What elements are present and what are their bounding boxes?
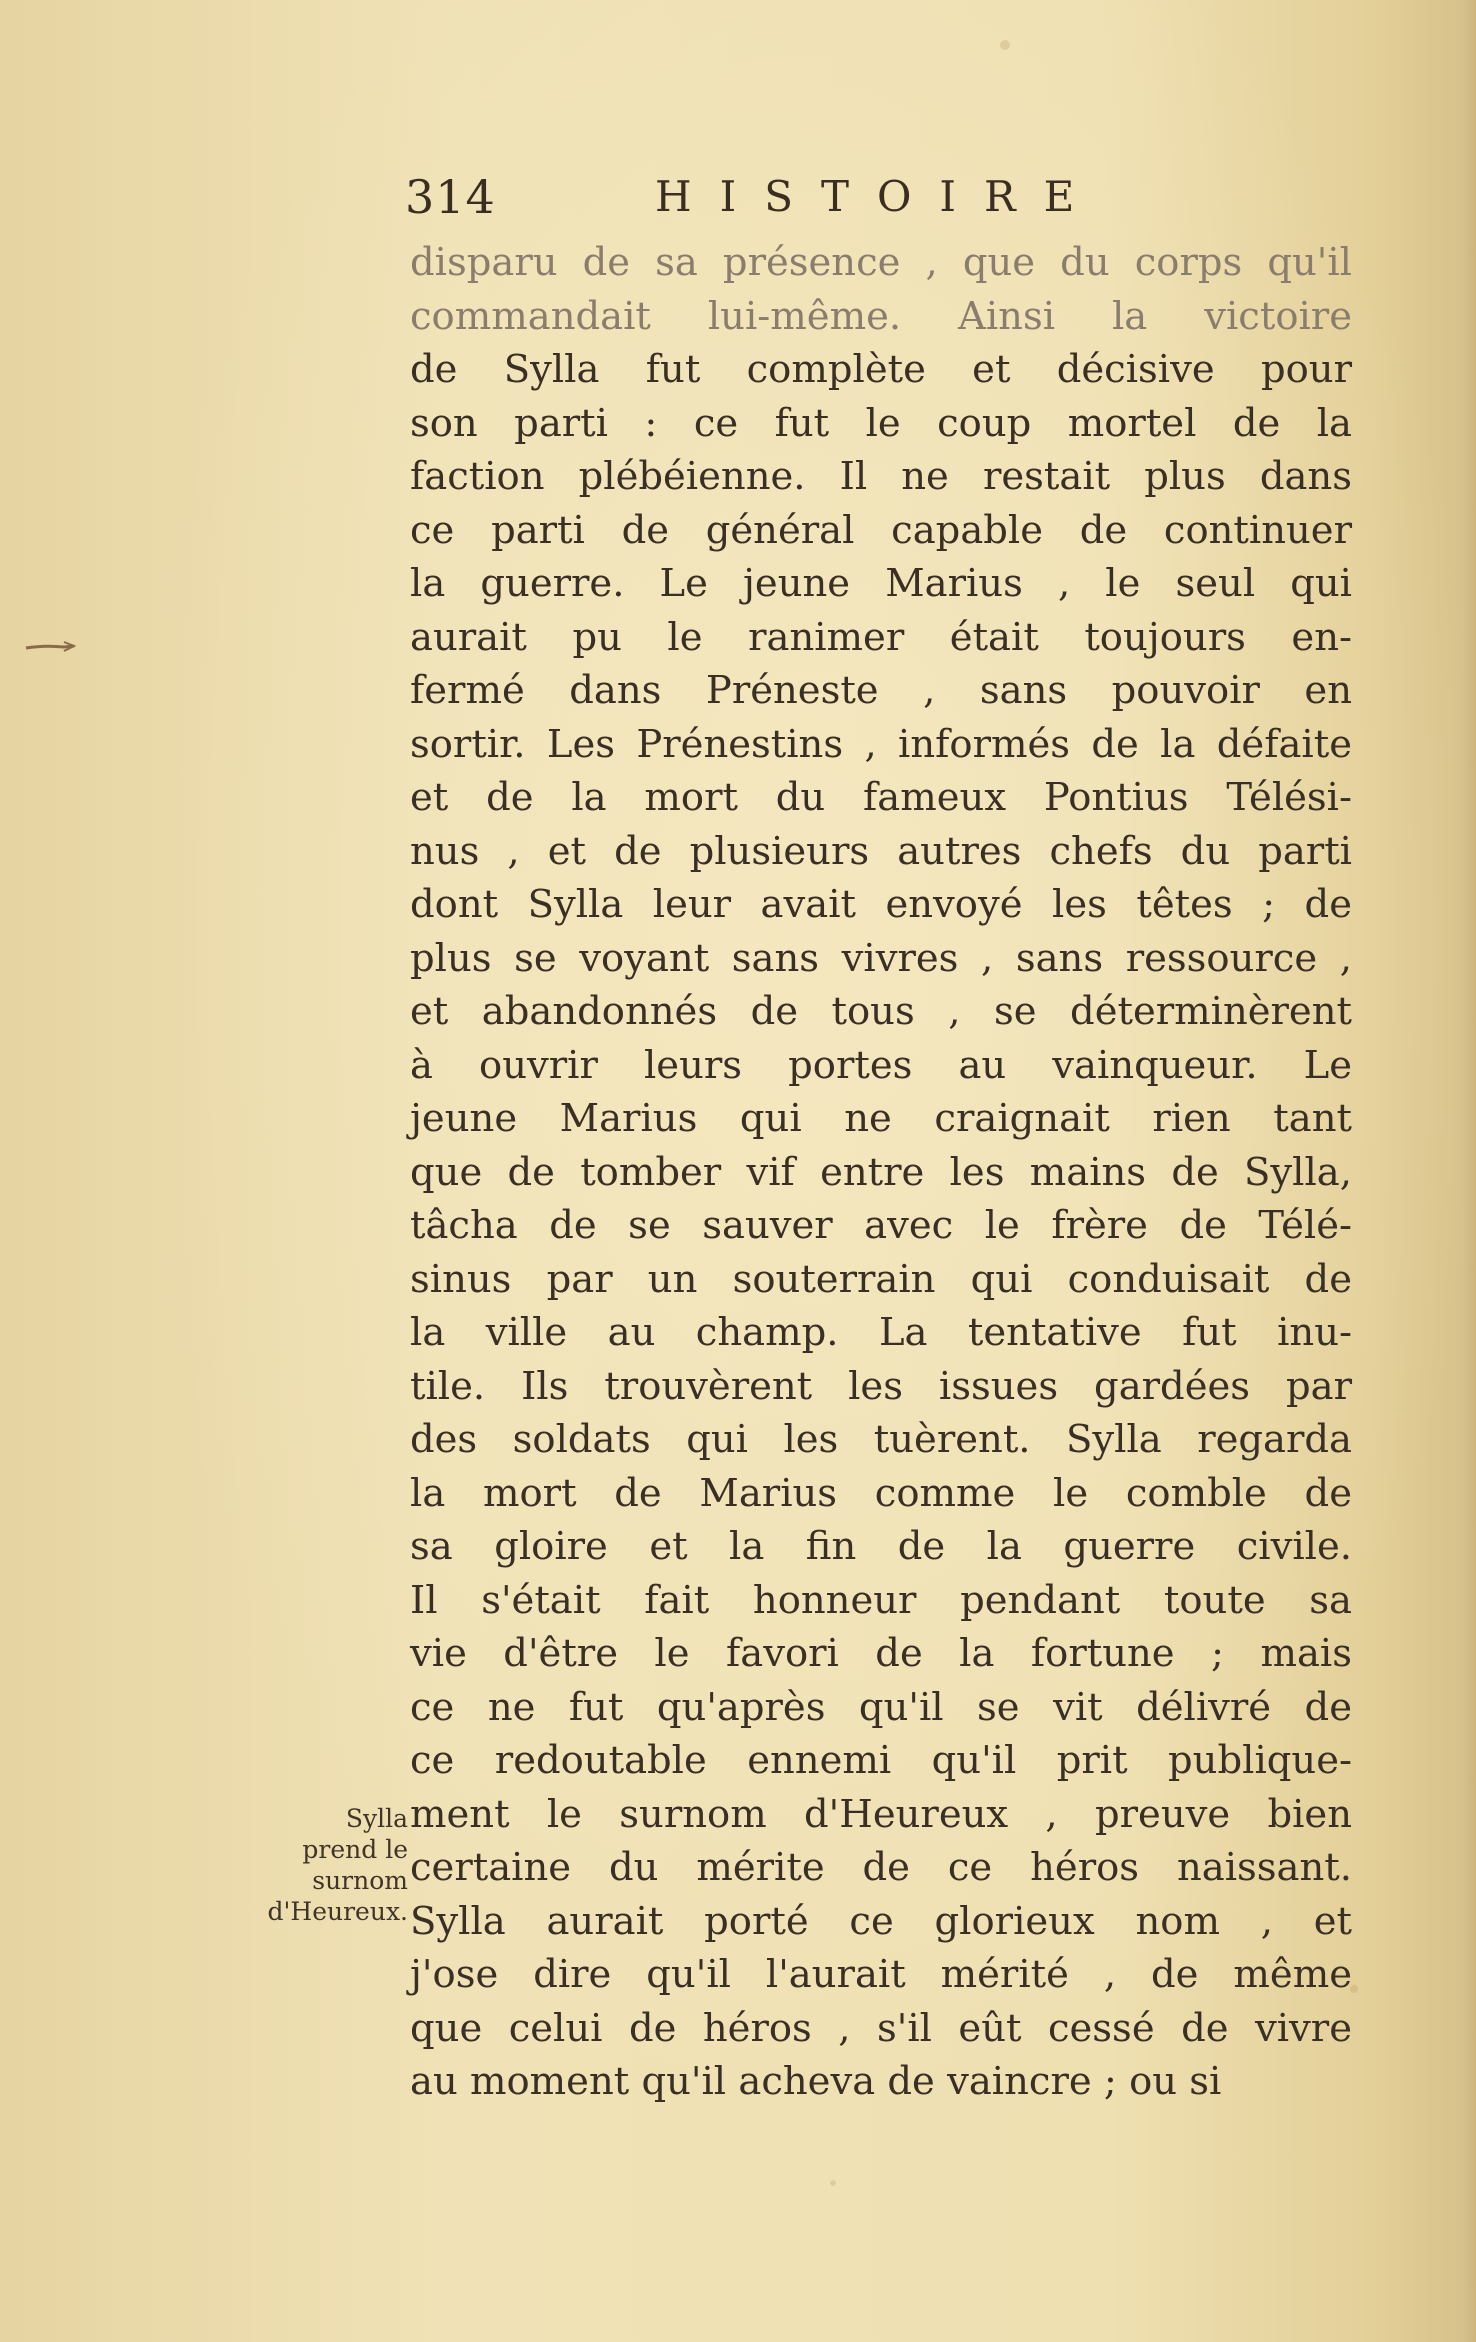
text-line: tile. Ils trouvèrent les issues gardées par [410, 1363, 1352, 1409]
text-line: ce parti de général capable de continuer [410, 507, 1352, 553]
text-line: commandait lui-même. Ainsi la victoire [410, 293, 1352, 339]
text-line: la guerre. Le jeune Marius , le seul qui [410, 561, 1352, 606]
text-line: que de tomber vif entre les mains de Sylla, [410, 1149, 1352, 1195]
text-line: que celui de héros , s'il eût cessé de vivre [410, 2005, 1352, 2051]
page-number: 314 [405, 170, 496, 224]
margin-note-line: prend le [302, 1835, 408, 1864]
text-line: certaine du mérite de ce héros naissant. [410, 1845, 1352, 1890]
text-line: de Sylla fut complète et décisive pour [410, 347, 1352, 392]
text-line: plus se voyant sans vivres , sans ressource , [410, 935, 1352, 981]
page-edge-shadow [1454, 0, 1476, 2342]
paper-spot [1000, 40, 1010, 50]
text-line: et de la mort du fameux Pontius Télési- [410, 775, 1352, 820]
text-line: tâcha de se sauver avec le frère de Télé- [410, 1203, 1352, 1248]
margin-note-line: surnom [312, 1866, 408, 1895]
page-header [405, 170, 1105, 230]
text-line: dont Sylla leur avait envoyé les têtes ; de [410, 882, 1352, 927]
text-line: vie d'être le favori de la fortune ; mais [410, 1631, 1352, 1676]
running-title: HISTOIRE [655, 172, 1103, 221]
body-text [410, 236, 1352, 2109]
text-line: des soldats qui les tuèrent. Sylla regarda [410, 1417, 1352, 1462]
text-line: Il s'était fait honneur pendant toute sa [410, 1577, 1352, 1623]
text-line: au moment qu'il acheva de vaincre ; ou si [410, 2059, 1222, 2104]
text-line: sortir. Les Prénestins , informés de la défaite [410, 721, 1352, 767]
text-line: la mort de Marius comme le comble de [410, 1470, 1352, 1516]
text-line: j'ose dire qu'il l'aurait mérité , de même [410, 1952, 1352, 1997]
text-line: ce redoutable ennemi qu'il prit publique- [410, 1738, 1352, 1783]
margin-note-line: d'Heureux. [267, 1897, 408, 1926]
text-line: ment le surnom d'Heureux , preuve bien [410, 1791, 1352, 1837]
text-line: fermé dans Préneste , sans pouvoir en [410, 668, 1352, 713]
text-line: à ouvrir leurs portes au vainqueur. Le [410, 1042, 1352, 1088]
text-line: ce ne fut qu'après qu'il se vit délivré de [410, 1684, 1352, 1730]
text-line: et abandonnés de tous , se déterminèrent [410, 989, 1352, 1034]
text-line: faction plébéienne. Il ne restait plus dans [410, 454, 1352, 499]
margin-note [208, 1803, 408, 1927]
text-line: aurait pu le ranimer était toujours en- [410, 614, 1352, 660]
margin-arrow-mark-icon [24, 640, 76, 654]
text-line: la ville au champ. La tentative fut inu- [410, 1310, 1352, 1355]
text-line: jeune Marius qui ne craignait rien tant [410, 1096, 1352, 1141]
margin-note-line: Sylla [345, 1804, 408, 1833]
text-line: sinus par un souterrain qui conduisait de [410, 1256, 1352, 1302]
text-line: nus , et de plusieurs autres chefs du parti [410, 828, 1352, 874]
text-line: disparu de sa présence , que du corps qu'il [410, 240, 1352, 285]
paper-spot [830, 2180, 836, 2186]
text-line: son parti : ce fut le coup mortel de la [410, 400, 1352, 446]
text-line: sa gloire et la fin de la guerre civile. [410, 1524, 1352, 1569]
text-line: Sylla aurait porté ce glorieux nom , et [410, 1898, 1352, 1944]
